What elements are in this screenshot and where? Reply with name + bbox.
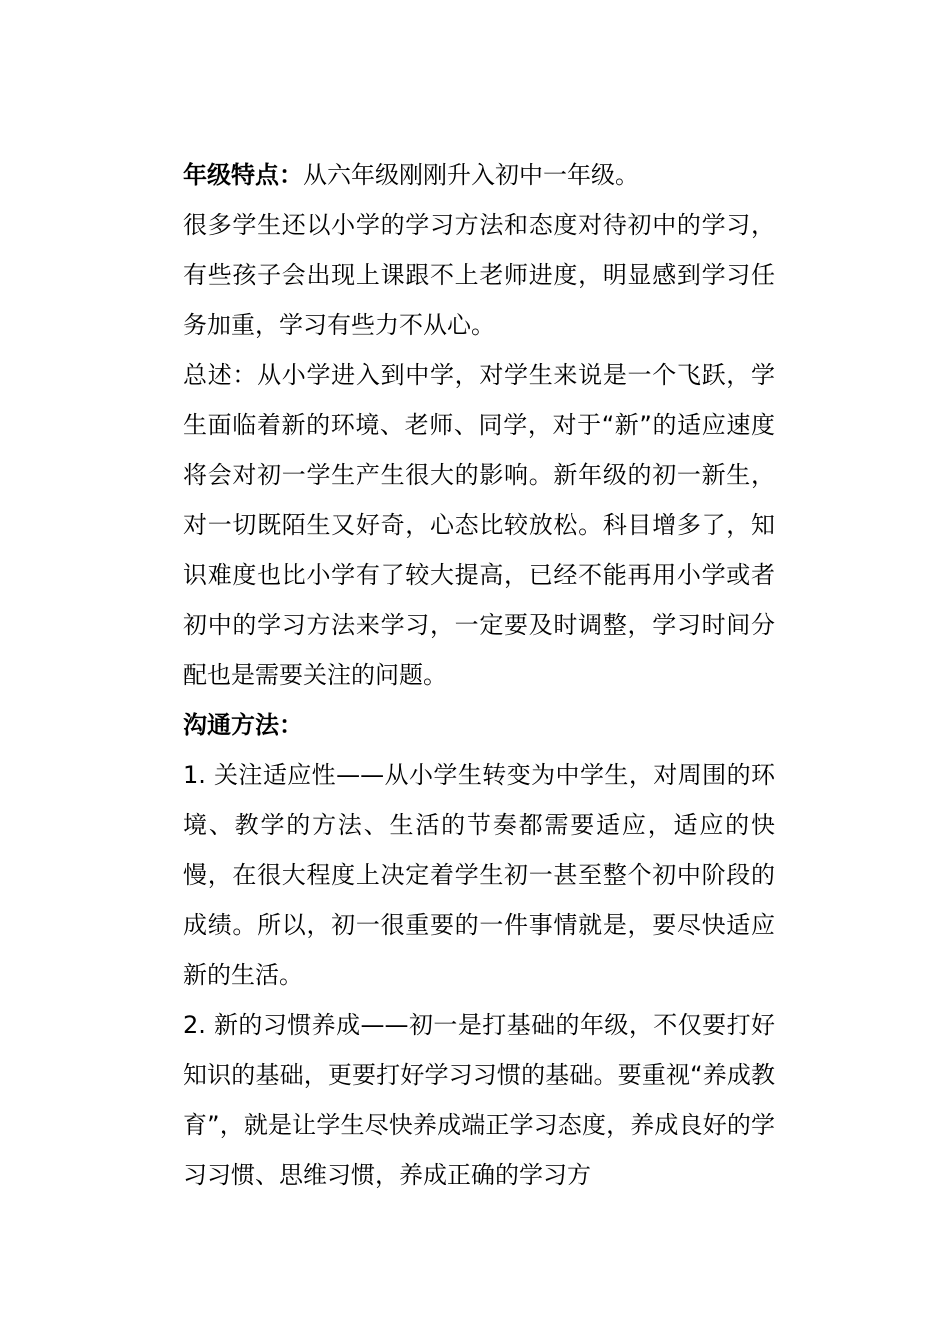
communication-item-2: 2. 新的习惯养成——初一是打基础的年级，不仅要打好知识的基础，更要打好学习习惯的基础。要重视“养成教育”，就是让学生尽快养成端正学习态度，养成良好的学习习惯、思维习惯，养成正确的学习方 [183,1011,775,1189]
document-body [183,150,775,1200]
grade-features-label: 年级特点： [183,161,303,189]
communication-item-1: 1. 关注适应性——从小学生转变为中学生，对周围的环境、教学的方法、生活的节奏都需要适应，适应的快慢，在很大程度上决定着学生初一甚至整个初中阶段的成绩。所以，初一很重要的一件事情就是，要尽快适应新的生活。 [183,761,775,989]
grade-features-text: 从六年级刚刚升入初中一年级。 [303,161,639,189]
communication-heading: 沟通方法： [183,711,303,739]
grade-features-line [183,150,775,200]
summary-paragraph: 总述：从小学进入到中学，对学生来说是一个飞跃，学生面临着新的环境、老师、同学，对于“新”的适应速度将会对初一学生产生很大的影响。新年级的初一新生，对一切既陌生又好奇，心态比较放松。科目增多了，知识难度也比小学有了较大提高，已经不能再用小学或者初中的学习方法来学习，一定要及时调整，学习时间分配也是需要关注的问题。 [183,361,775,689]
intro-paragraph: 很多学生还以小学的学习方法和态度对待初中的学习，有些孩子会出现上课跟不上老师进度，明显感到学习任务加重，学习有些力不从心。 [183,211,775,339]
